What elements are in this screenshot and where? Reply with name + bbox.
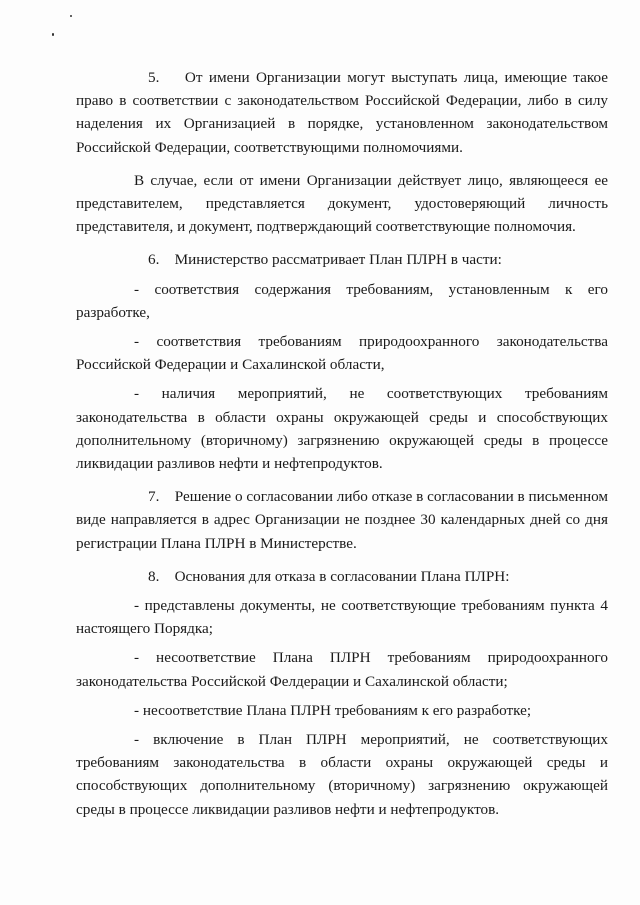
paragraph-8: 8. Основания для отказа в согласовании Плана ПЛРН: — [148, 567, 510, 585]
paragraph-6: 6. Министерство рассматривает План ПЛРН в части: — [148, 251, 502, 269]
scan-speck — [52, 33, 54, 36]
paragraph-6-item-2: - соответствия требованиям природоохранного законодательства Российской Федерации и Сахалинской области, — [76, 333, 608, 374]
paragraph-6-item-1: - соответствия содержания требованиям, установленным к его разработке, — [76, 280, 608, 321]
document-body — [76, 66, 608, 831]
paragraph-8-item-1: - представлены документы, не соответствующие требованиям пункта 4 настоящего Порядка; — [76, 597, 608, 638]
paragraph-8-item-4: - включение в План ПЛРН мероприятий, не соответствующих требованиям законодательства в области охраны окружающей среды и способствующих дополнительному (вторичному) загрязнению окружающей среды в процессе ликвидации разливов нефти и нефтепродуктов. — [76, 731, 608, 818]
paragraph-5: 5. От имени Организации могут выступать лица, имеющие такое право в соответствии с законодательством Российской Федерации, либо в силу наделения их Организацией в порядке, установленном законодательством Российской Федерации, соответствующими полномочиями. — [76, 69, 608, 156]
paragraph-8-item-3: - несоответствие Плана ПЛРН требованиям к его разработке; — [134, 701, 532, 719]
paragraph-6-item-3: - наличия мероприятий, не соответствующих требованиям законодательства в области охраны окружающей среды и способствующих дополнительному (вторичному) загрязнению окружающей среды в процессе ликвидации разливов нефти и нефтепродуктов. — [76, 385, 608, 473]
paragraph-7: 7. Решение о согласовании либо отказе в согласовании в письменном виде направляется в адрес Организации не позднее 30 календарных дней со дня регистрации Плана ПЛРН в Министерстве. — [76, 488, 608, 552]
scan-speck — [70, 15, 72, 17]
paragraph-representative: В случае, если от имени Организации действует лицо, являющееся ее представителем, представляется документ, удостоверяющий личность представителя, и документ, подтверждающий соответствующие полномочия. — [76, 171, 608, 236]
paragraph-8-item-2: - несоответствие Плана ПЛРН требованиям природоохранного законодательства Российской Фелдерации и Сахалинской области; — [76, 649, 608, 690]
